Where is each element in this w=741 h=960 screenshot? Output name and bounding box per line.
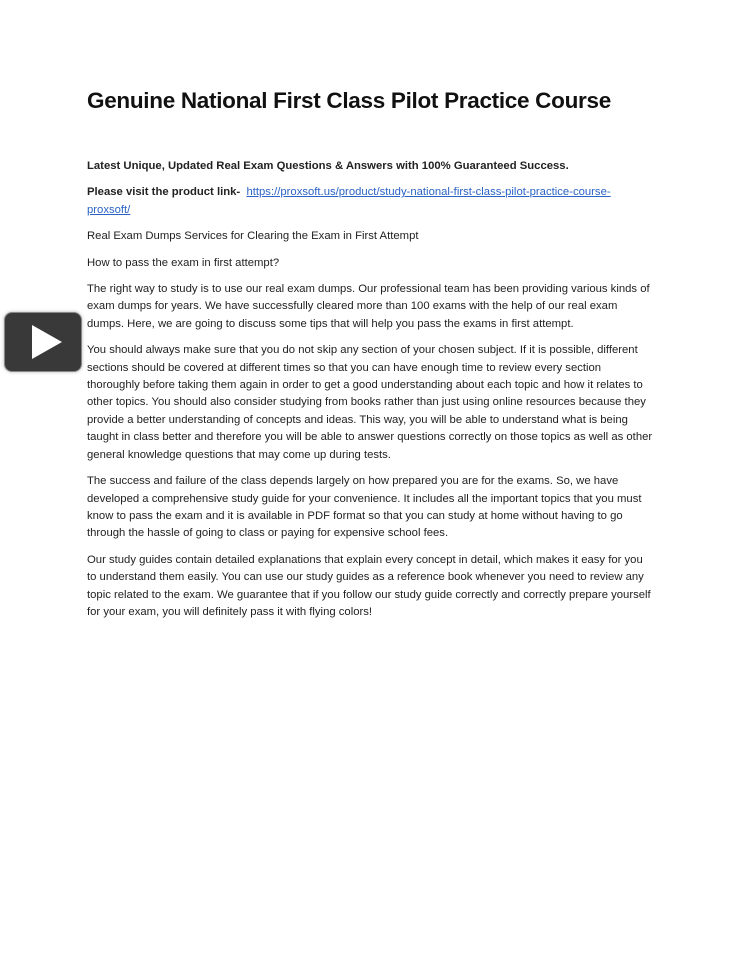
- paragraph: Our study guides contain detailed explanations that explain every concept in detail, which makes it easy for you to understand them easily. You can use our study guides as a reference book whenever you need to review any topic related to the exam. We guarantee that if you follow our study guide correctly and correctly prepare yourself for your exam, you will definitely pass it with flying colors!: [87, 553, 651, 618]
- product-link-line: [87, 184, 653, 219]
- visit-label: Please visit the product link-: [87, 186, 241, 199]
- paragraph: The success and failure of the class depends largely on how prepared you are for the exams. So, we have developed a comprehensive study guide for your convenience. It includes all the important topics that you must know to pass the exam and it is available in PDF format so that you can study at home without having to go through the hassle of going to class or paying for expensive school fees.: [87, 475, 642, 540]
- document-title: Genuine National First Class Pilot Practice Course: [87, 88, 611, 113]
- paragraph: Real Exam Dumps Services for Clearing the Exam in First Attempt: [87, 230, 419, 243]
- paragraph: How to pass the exam in first attempt?: [87, 256, 280, 269]
- play-icon: [32, 325, 62, 359]
- tagline: Latest Unique, Updated Real Exam Questions & Answers with 100% Guaranteed Success.: [87, 160, 569, 172]
- paragraph: You should always make sure that you do not skip any section of your chosen subject. If it is possible, different sections should be covered at different times so that you can have enough time to review every section thoroughly before taking them again in order to get a good understanding about each topic and how it relates to other topics. You should also consider studying from books rather than just using online resources because they provide a better understanding of concepts and ideas. This way, you will be able to understand what is being taught in class better and therefore you will be able to answer questions correctly on those topics as well as other general knowledge questions that may come up during tests.: [87, 344, 653, 461]
- product-link[interactable]: https://proxsoft.us/product/study-national-first-class-pilot-practice-course-proxsoft/: [87, 186, 611, 216]
- play-button[interactable]: [4, 312, 82, 372]
- document-page: [87, 88, 653, 630]
- paragraph: The right way to study is to use our real exam dumps. Our professional team has been providing various kinds of exam dumps for years. We have successfully cleared more than 100 exams with the help of our real exam dumps. Here, we are going to discuss some tips that will help you pass the exams in first attempt.: [87, 283, 650, 330]
